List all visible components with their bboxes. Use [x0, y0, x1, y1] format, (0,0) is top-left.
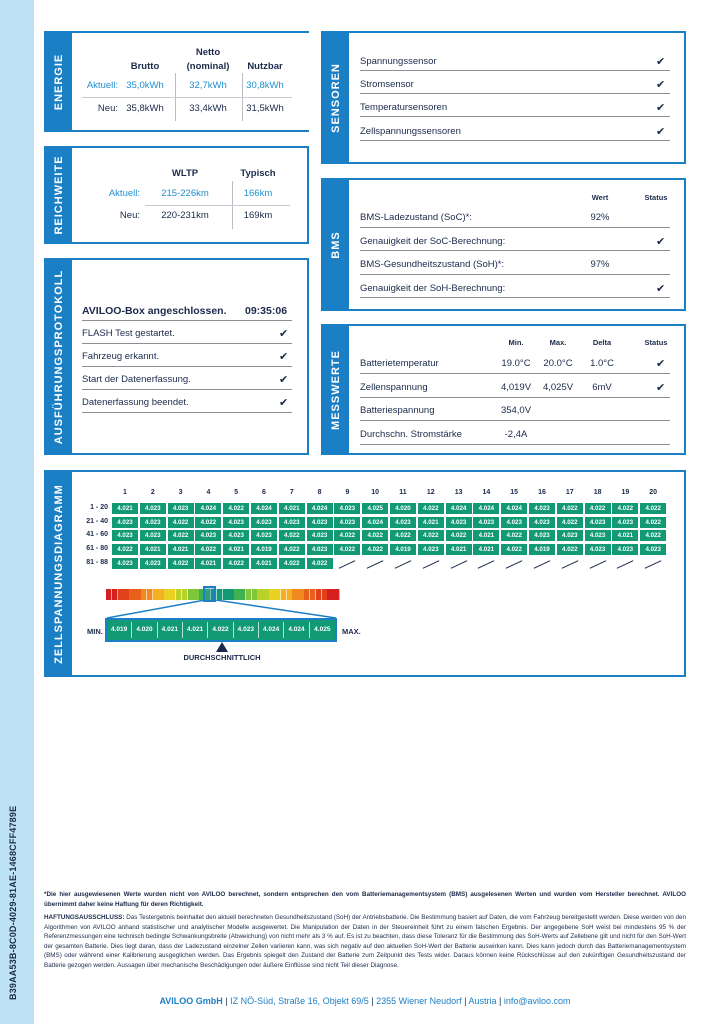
energie-tag: ENERGIE [46, 33, 72, 130]
cell-voltage: 4.019 [390, 544, 416, 555]
check-icon: ✔ [656, 382, 666, 394]
grid-col-header: 12 [426, 489, 435, 496]
check-icon: ✔ [656, 283, 666, 295]
footnote-star: *Die hier ausgewiesenen Werte wurden nicht von AVILOO berechnet, sondern entsprechen den vom Batteriemanagementsystem (BMS) ausgelesenen Werten und wurden vom Hersteller berechnet. AVILOO übernimmt daher keine Haftung für deren Richtigkeit. [44, 891, 686, 908]
grid-col-header: 2 [150, 489, 155, 496]
grid-col-header: 18 [593, 489, 602, 496]
check-icon: ✔ [656, 79, 666, 91]
cell-voltage: 4.022 [279, 530, 305, 541]
reichweite-neu-wltp: 220-231km [161, 210, 209, 221]
energie-aktuell-nutzbar: 30,8kWh [246, 80, 284, 91]
bms-row-1-label: BMS-Ladezustand (SoC)*: [360, 212, 472, 223]
energie-neu-nutzbar: 31,5kWh [246, 103, 284, 114]
scale-value: 4.025 [314, 626, 331, 633]
cell-voltage: 4.023 [251, 517, 277, 528]
messwerte-row-3-min: 354,0V [500, 405, 532, 416]
reichweite-aktuell-typisch: 166km [243, 188, 273, 199]
energie-aktuell-netto: 32,7kWh [189, 80, 227, 91]
scale-min-label: MIN. [87, 627, 103, 636]
grid-row-header: 81 - 88 [86, 558, 108, 566]
cell-voltage: 4.023 [418, 544, 444, 555]
disclaimer-text: Das Testergebnis beinhaltet den aktuell berechneten Gesundheitszustand (SoH) der Antriebsbatterie. Die Bestimmung basiert auf Daten, die vom Fahrzeug bereitgestellt werden. Diese werden von den Algorithmen von AVILOO anhand statistischer und analytischer Modelle ausgewertet. Die Manipulation der Daten in der Steuereinheit führt zu einem falschen Ergebnis. Der angegebene SoH weist bei mindestens 95 % der Referenzmessungen eine technisch bedingte Schwankungsbreite (Abweichung) von nicht mehr als 3 % auf. Es ist zu beachten, dass diese Toleranz für die Bestimmung des SoH-Werts auf Zellebene gilt und nicht für den SoH-Wert der gesamten Batterie. Dies liegt daran, dass der Ladezustand einzelner Zellen variieren kann, was sich negativ auf den aktuellen SoH-Wert der Batterie auswirken kann. Dies kann jedoch durch das Batteriemanagementsystem (BMS) oder während einer Kalibrierung ausgeglichen werden. Das Ergebnis spiegelt den Zustand der Batterie zum Zeitpunkt des Tests wider. Daraus können keine Rückschlüsse auf den zukünftigen Gesundheitszustand der Batterie gezogen werden. Aussagen über mechanische Beschädigungen oder äußere Einflüsse sind nicht Teil dieser Diagnose. [44, 914, 687, 969]
scale-value: 4.022 [208, 622, 233, 638]
scale-value: 4.023 [234, 622, 259, 638]
grid-col-header: 8 [317, 489, 322, 496]
cell-voltage: 4.022 [557, 503, 583, 514]
cell-voltage: 4.023 [529, 517, 555, 528]
footer-country: Austria [468, 996, 497, 1006]
cell-voltage: 4.022 [501, 530, 527, 541]
messwerte-col-delta: Delta [592, 338, 612, 347]
footer-address2: 2355 Wiener Neudorf [376, 996, 462, 1006]
cell-voltage: 4.022 [112, 544, 138, 555]
messwerte-row-2-delta: 6mV [592, 382, 612, 393]
cell-voltage: 4.023 [473, 517, 499, 528]
grid-col-header: 6 [262, 489, 266, 496]
cell-voltage: 4.022 [168, 530, 194, 541]
cell-voltage: 4.022 [334, 544, 360, 555]
messwerte-row-1-min: 19.0°C [501, 358, 531, 369]
cell-voltage: 4.023 [585, 517, 611, 528]
cell-voltage: 4.023 [223, 530, 249, 541]
protokoll-title: AVILOO-Box angeschlossen. [82, 305, 227, 317]
grid-col-header: 11 [399, 489, 407, 496]
cell-voltage: 4.024 [307, 503, 333, 514]
cell-voltage: 4.021 [223, 544, 249, 555]
grid-col-header: 10 [371, 489, 380, 496]
energie-header-netto-sub: (nominal) [186, 61, 230, 72]
protokoll-tag: AUSFÜHRUNGSPROTOKOLL [46, 260, 72, 453]
footer: AVILOO GmbH | IZ NÖ-Süd, Straße 16, Objekt 69/5 | 2355 Wiener Neudorf | Austria | info@aviloo.com [159, 996, 571, 1006]
grid-col-header: 3 [178, 489, 183, 496]
footer-address1: IZ NÖ-Süd, Straße 16, Objekt 69/5 [230, 996, 369, 1006]
messwerte-col-min: Min. [508, 338, 524, 347]
messwerte-col-status: Status [644, 338, 668, 347]
energie-aktuell-brutto: 35,0kWh [126, 80, 164, 91]
sensoren-item-3: Temperatursensoren [360, 102, 448, 113]
messwerte-row-2-label: Zellenspannung [360, 382, 428, 393]
check-icon: ✔ [656, 236, 666, 248]
grid-row-header: 1 - 20 [90, 504, 108, 511]
bms-row-4-label: Genauigkeit der SoH-Berechnung: [360, 283, 506, 294]
zellspannung-panel [44, 470, 686, 677]
cell-voltage: 4.022 [168, 517, 194, 528]
cell-voltage: 4.023 [307, 530, 333, 541]
cell-voltage: 4.024 [195, 503, 221, 514]
bms-row-2-label: Genauigkeit der SoC-Berechnung: [360, 236, 506, 247]
average-label: DURCHSCHNITTLICH [183, 653, 261, 662]
cell-voltage: 4.021 [473, 544, 499, 555]
scale-value: 4.019 [107, 622, 132, 638]
grid-col-header: 9 [345, 489, 350, 496]
check-icon: ✔ [279, 374, 289, 386]
protokoll-item-4: Datenerfassung beendet. [82, 397, 189, 408]
reichweite-aktuell-label: Aktuell: [108, 188, 140, 199]
cell-voltage: 4.024 [473, 503, 499, 514]
grid-col-header: 4 [206, 489, 211, 496]
energie-neu-netto: 33,4kWh [189, 103, 227, 114]
grid-row-header: 41 - 60 [86, 531, 108, 539]
cell-voltage: 4.021 [195, 558, 221, 569]
messwerte-row-4-min: -2,4A [504, 429, 528, 440]
energie-neu-brutto: 35,8kWh [126, 103, 164, 114]
zellspannung-tag: ZELLSPANNUNGSDIAGRAMM [46, 472, 72, 675]
bms-tag: BMS [323, 180, 349, 309]
gradient-segment [333, 589, 339, 600]
bms-col-wert: Wert [591, 193, 609, 202]
scale-value: 4.024 [284, 622, 309, 638]
cell-voltage: 4.021 [168, 544, 194, 555]
cell-voltage: 4.023 [585, 544, 611, 555]
cell-voltage: 4.023 [334, 517, 360, 528]
cell-voltage: 4.022 [612, 503, 638, 514]
energie-aktuell-label: Aktuell: [86, 80, 118, 91]
disclaimer-title: HAFTUNGSAUSSCHLUSS: [44, 914, 125, 921]
scale-max-label: MAX. [342, 627, 361, 636]
grid-col-header: 5 [234, 489, 239, 496]
bms-row-3-label: BMS-Gesundheitszustand (SoH)*: [360, 259, 505, 270]
cell-voltage: 4.023 [112, 530, 138, 541]
scale-value: 4.021 [158, 622, 183, 638]
grid-col-header: 7 [289, 489, 294, 496]
footer-company: AVILOO GmbH [159, 996, 223, 1006]
cell-voltage: 4.019 [529, 544, 555, 555]
cell-voltage: 4.022 [223, 558, 249, 569]
bms-row-3-wert: 97% [590, 259, 610, 270]
protokoll-item-1: FLASH Test gestartet. [82, 328, 175, 339]
scale-value: 4.021 [183, 622, 208, 638]
cell-voltage: 4.023 [334, 503, 360, 514]
cell-voltage: 4.022 [640, 530, 666, 541]
cell-voltage: 4.022 [501, 544, 527, 555]
cell-voltage: 4.021 [612, 530, 638, 541]
sensoren-panel [321, 31, 686, 164]
cell-voltage: 4.023 [529, 530, 555, 541]
cell-voltage: 4.023 [307, 544, 333, 555]
cell-voltage: 4.022 [307, 558, 333, 569]
cell-voltage: 4.023 [251, 530, 277, 541]
average-marker-icon [216, 642, 228, 652]
protokoll-time: 09:35:06 [245, 305, 288, 317]
cell-voltage: 4.021 [140, 544, 166, 555]
cell-voltage: 4.023 [195, 530, 221, 541]
document-id: B39AA53B-8C0D-4029-81AE-1468CFF4789E [8, 805, 18, 1000]
cell-voltage: 4.025 [362, 503, 388, 514]
bms-col-status: Status [644, 193, 668, 202]
cell-voltage: 4.023 [140, 530, 166, 541]
cell-voltage: 4.022 [418, 503, 444, 514]
cell-voltage: 4.024 [362, 517, 388, 528]
messwerte-row-4-label: Durchschn. Stromstärke [360, 429, 462, 440]
cell-voltage: 4.022 [362, 530, 388, 541]
cell-voltage: 4.024 [446, 503, 472, 514]
cell-voltage: 4.022 [585, 503, 611, 514]
check-icon: ✔ [656, 126, 666, 138]
cell-voltage: 4.023 [585, 530, 611, 541]
cell-voltage: 4.022 [446, 530, 472, 541]
sensoren-tag: SENSOREN [323, 33, 349, 162]
messwerte-row-3-label: Batteriespannung [360, 405, 435, 416]
reichweite-neu-label: Neu: [119, 210, 140, 221]
cell-voltage: 4.023 [501, 517, 527, 528]
bms-row-1-wert: 92% [590, 212, 610, 223]
reichweite-aktuell-wltp: 215-226km [161, 188, 209, 199]
cell-voltage: 4.022 [557, 544, 583, 555]
scale-value: 4.024 [259, 622, 284, 638]
footer-email[interactable]: info@aviloo.com [503, 996, 571, 1006]
cell-voltage: 4.021 [446, 544, 472, 555]
grid-row-header: 61 - 80 [86, 545, 108, 553]
cell-voltage: 4.022 [223, 503, 249, 514]
cell-voltage: 4.022 [640, 517, 666, 528]
cell-voltage: 4.022 [334, 530, 360, 541]
cell-voltage: 4.022 [390, 530, 416, 541]
energie-neu-label: Neu: [97, 103, 118, 114]
protokoll-item-2: Fahrzeug erkannt. [82, 351, 160, 362]
cell-voltage: 4.023 [557, 530, 583, 541]
cell-voltage: 4.022 [640, 503, 666, 514]
grid-col-header: 13 [454, 489, 463, 496]
cell-voltage: 4.022 [557, 517, 583, 528]
grid-row-header: 21 - 40 [86, 517, 108, 525]
grid-col-header: 15 [510, 489, 519, 496]
cell-voltage: 4.019 [251, 544, 277, 555]
messwerte-row-1-delta: 1.0°C [590, 358, 614, 369]
cell-voltage: 4.022 [195, 544, 221, 555]
grid-col-header: 16 [538, 489, 546, 496]
cell-voltage: 4.023 [112, 517, 138, 528]
cell-voltage: 4.021 [251, 558, 277, 569]
sensoren-item-1: Spannungssensor [360, 56, 437, 67]
scale-value: 4.020 [132, 622, 157, 638]
check-icon: ✔ [279, 351, 289, 363]
messwerte-row-2-max: 4,025V [542, 382, 574, 393]
cell-voltage: 4.023 [168, 503, 194, 514]
reichweite-neu-typisch: 169km [243, 210, 273, 221]
messwerte-row-1-max: 20.0°C [543, 358, 573, 369]
messwerte-col-max: Max. [549, 338, 567, 347]
cell-voltage: 4.023 [279, 517, 305, 528]
cell-voltage: 4.023 [446, 517, 472, 528]
messwerte-row-2-min: 4,019V [500, 382, 532, 393]
cell-voltage: 4.024 [501, 503, 527, 514]
cell-voltage: 4.021 [279, 503, 305, 514]
grid-col-header: 20 [649, 489, 658, 496]
grid-col-header: 17 [565, 489, 574, 496]
cell-voltage: 4.023 [612, 517, 638, 528]
cell-voltage: 4.023 [140, 503, 166, 514]
check-icon: ✔ [656, 56, 666, 68]
cell-voltage: 4.024 [251, 503, 277, 514]
sensoren-item-2: Stromsensor [360, 79, 414, 90]
reichweite-tag: REICHWEITE [46, 148, 72, 242]
cell-voltage: 4.020 [390, 503, 416, 514]
cell-voltage: 4.023 [140, 517, 166, 528]
cell-voltage: 4.023 [112, 558, 138, 569]
cell-voltage: 4.023 [640, 544, 666, 555]
cell-voltage: 4.021 [473, 530, 499, 541]
cell-voltage: 4.021 [112, 503, 138, 514]
reichweite-header-typisch: Typisch [240, 168, 276, 179]
cell-voltage: 4.023 [140, 558, 166, 569]
sensoren-item-4: Zellspannungssensoren [360, 126, 461, 137]
grid-col-header: 14 [482, 489, 491, 496]
cell-voltage: 4.022 [279, 558, 305, 569]
cell-voltage: 4.022 [168, 558, 194, 569]
protokoll-item-3: Start der Datenerfassung. [82, 374, 191, 385]
cell-voltage: 4.023 [307, 517, 333, 528]
cell-voltage: 4.022 [362, 544, 388, 555]
check-icon: ✔ [279, 328, 289, 340]
energie-header-brutto: Brutto [130, 61, 160, 72]
energie-header-netto: Netto [195, 47, 221, 58]
energie-header-nutzbar: Nutzbar [247, 61, 283, 72]
reichweite-header-wltp: WLTP [171, 168, 199, 179]
cell-voltage: 4.022 [418, 530, 444, 541]
cell-voltage: 4.023 [529, 503, 555, 514]
check-icon: ✔ [656, 102, 666, 114]
messwerte-row-1-label: Batterietemperatur [360, 358, 439, 369]
cell-voltage: 4.023 [223, 517, 249, 528]
cell-voltage: 4.023 [612, 544, 638, 555]
cell-voltage: 4.023 [390, 517, 416, 528]
cell-voltage: 4.022 [195, 517, 221, 528]
grid-col-header: 19 [621, 489, 630, 496]
zoom-connector [100, 600, 350, 620]
check-icon: ✔ [656, 358, 666, 370]
cell-voltage: 4.022 [279, 544, 305, 555]
cell-voltage: 4.021 [418, 517, 444, 528]
messwerte-tag: MESSWERTE [323, 326, 349, 453]
disclaimer [44, 913, 686, 970]
grid-col-header: 1 [123, 489, 127, 496]
check-icon: ✔ [279, 397, 289, 409]
